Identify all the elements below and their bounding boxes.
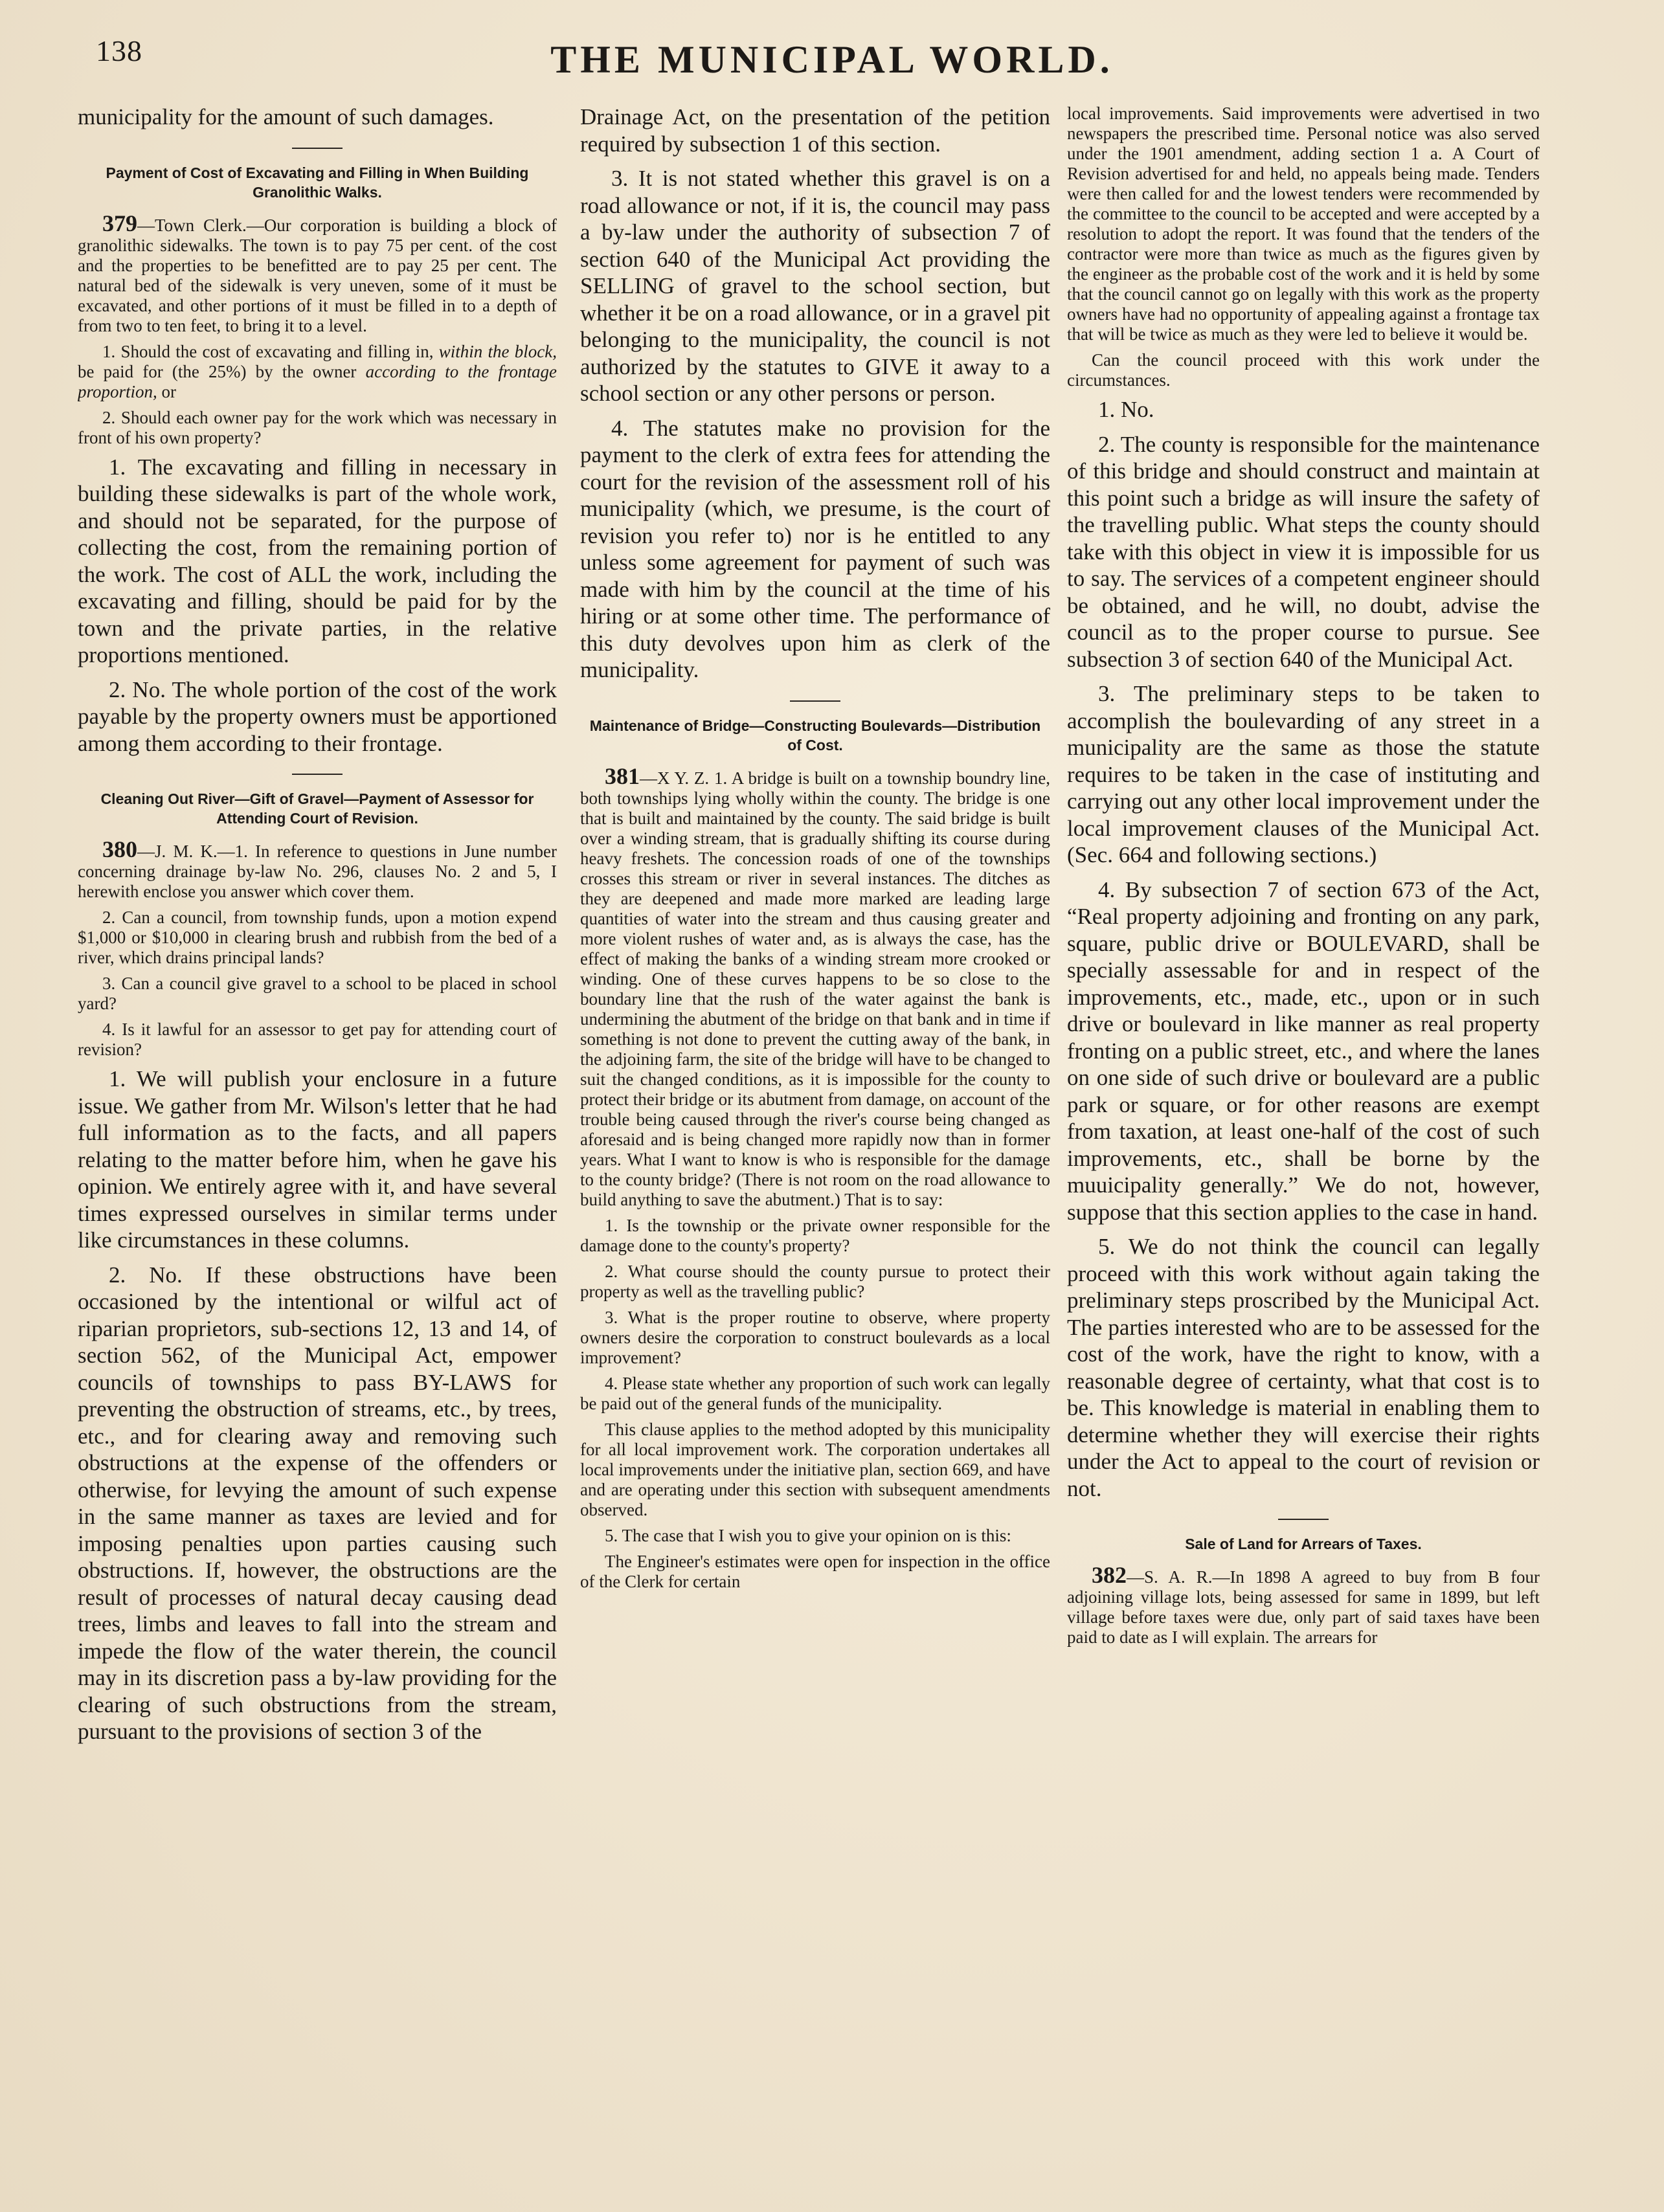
question-381-clause: This clause applies to the method adopted by this municipality for all local improvement work. The corporation undertakes all local improvements under the initiative plan, section 669, and have and are operating under this section with subsequent amendments observed. bbox=[580, 1419, 1050, 1519]
column-1 bbox=[78, 104, 557, 2201]
question-381-engineer: The Engineer's estimates were open for inspection in the office of the Clerk for certain bbox=[580, 1551, 1050, 1591]
question-381-5: 5. The case that I wish you to give your opinion on is this: bbox=[605, 1525, 1011, 1545]
paragraph: Drainage Act, on the presentation of the petition required by subsection 1 of this section. bbox=[580, 104, 1050, 157]
question-381-1: 1. Is the township or the private owner responsible for the damage done to the county's property? bbox=[580, 1215, 1050, 1255]
question-text: —S. A. R.—In 1898 A agreed to buy from B four adjoining village lots, being assessed for same in 1899, but left village before taxes were due, only part of said taxes have been paid to date as I will explain. The arrears for bbox=[1067, 1567, 1540, 1647]
question-number: 380 bbox=[102, 836, 137, 862]
text-run: be paid for (the 25%) by the owner bbox=[78, 361, 357, 381]
text-run-italic: according to the frontage proportion, bbox=[78, 361, 557, 401]
question-381-continued: local improvements. Said improvements were advertised in two newspapers the prescribed time. Personal notice was also served under the 1901 amendment, adding section 1 a. A Court of Revision advertised for and held, no appeals being made. Tenders were then called for and the lowest tenders were recommended by the committee to the council to be accepted and were accepted by a resolution to adopt the report. It was found that the tenders of the contractor were more than twice as much as the figures given by the engineer as the probable cost of the work and it is held by some that the council cannot go on legally with this work as the property owners have had no opportunity of appealing against a frontage tax that will be twice as much as they were led to believe it would be. bbox=[1067, 104, 1540, 344]
divider bbox=[292, 774, 343, 775]
answer-380-2: 2. No. If these obstructions have been occasioned by the intentional or wilful act of riparian proprietors, sub-sections 12, 13 and 14, of section 562, of the Municipal Act, empower councils of townships to pass BY-LAWS for preventing the obstruction of streams, etc., by trees, etc., and for clearing away and removing such obstructions at the expense of the offenders or otherwise, for levying the amount of such expense in the same manner as taxes are levied and for imposing penalties upon parties causing such obstructions. If, however, the obstructions are the result of processes of natural decay causing dead trees, limbs and leaves to fall into the stream and impede the flow of the water therein, the council may in its discretion pass a by-law providing for the clearing of such obstructions from the stream, pursuant to the provisions of section 3 of the bbox=[78, 1262, 557, 1744]
answer-381-3: 3. The preliminary steps to be taken to accomplish the boulevarding of any street in a municipality are the same as those the statute requires to be taken in the case of instituting and carrying out any other local improvement under the local improvement clauses of the Municipal Act. (Sec. 664 and following sections.) bbox=[1067, 681, 1540, 867]
question-number: 381 bbox=[605, 763, 640, 789]
question-text: —J. M. K.—1. In reference to questions in June number concerning drainage by-law No. 296, clauses No. 2 and 5, I herewith enclose you answer which cover them. bbox=[78, 842, 557, 901]
question-number: 382 bbox=[1092, 1562, 1127, 1588]
question-380 bbox=[78, 836, 557, 902]
question-381-4: 4. Please state whether any proportion of such work can legally be paid out of the general funds of the municipality. bbox=[580, 1373, 1050, 1413]
question-380-2: 2. Can a council, from township funds, upon a motion expend $1,000 or $10,000 in clearing brush and rubbish from the bed of a river, which drains principal lands? bbox=[78, 908, 557, 967]
paragraph: municipality for the amount of such damages. bbox=[78, 104, 494, 129]
section-heading-382: Sale of Land for Arrears of Taxes. bbox=[1185, 1536, 1422, 1552]
divider bbox=[1278, 1519, 1329, 1520]
question-text: —Town Clerk.—Our corporation is building a block of granolithic sidewalks. The town is to pay 75 per cent. of the cost and the properties to be benefitted are to pay 25 per cent. The natural bed of the sidewalk is very uneven, some of it must be excavated, and other portions of it must be filled in to a depth of from two to ten feet, to bring it to a level. bbox=[78, 215, 557, 335]
question-381 bbox=[580, 763, 1050, 1210]
question-379-1 bbox=[78, 342, 557, 402]
answer-381-1: 1. No. bbox=[1098, 397, 1154, 422]
text-run: or bbox=[161, 381, 177, 401]
section-heading-380: Cleaning Out River—Gift of Gravel—Payment of Assessor for Attending Court of Revision. bbox=[100, 790, 534, 827]
question-380-4: 4. Is it lawful for an assessor to get pay for attending court of revision? bbox=[78, 1020, 557, 1059]
question-382 bbox=[1067, 1562, 1540, 1648]
divider bbox=[292, 148, 343, 149]
answer-381-4: 4. By subsection 7 of section 673 of the Act, “Real property adjoining and fronting on any park, square, public drive or BOULEVARD, shall be specially assessable for and in respect of the improvements, etc., made, etc., upon or in such drive or boulevard in like manner as real property fronting on a public street, etc., and where the lanes on one side of such drive or boulevard are a public park or square, or for other reasons are exempt from taxation, at least one-half of the cost of such improvements, etc., shall be borne by the muuicipality generally.” We do not, however, suppose that this section applies to the case in hand. bbox=[1067, 877, 1540, 1225]
question-379-2: 2. Should each owner pay for the work which was necessary in front of his own property? bbox=[78, 407, 557, 447]
column-3 bbox=[1067, 104, 1540, 2201]
text-run: 1. Should the cost of excavating and filling in, bbox=[102, 341, 434, 361]
text-run-italic: within the block, bbox=[438, 341, 557, 361]
question-379 bbox=[78, 210, 557, 336]
page-number: 138 bbox=[96, 34, 142, 67]
answer-379-1: 1. The excavating and filling in necessary in building these sidewalks is part of the whole work, and should not be separated, for the purpose of collecting the cost, from the remaining portion of the work. The cost of ALL the work, including the excavating and filling, should be paid for by the town and the private parties, in the relative proportions mentioned. bbox=[78, 454, 557, 667]
column-2 bbox=[580, 104, 1050, 2201]
question-381-2: 2. What course should the county pursue to protect their property as well as the travelling public? bbox=[580, 1261, 1050, 1301]
answer-381-2: 2. The county is responsible for the maintenance of this bridge and should construct and maintain at this point such a bridge as will insure the safety of the travelling public. What steps the county should take with this object in view it is impossible for us to say. The services of a competent engineer should be obtained, and he will, no doubt, advise the council as to the proper course to pursue. See subsection 3 of section 640 of the Municipal Act. bbox=[1067, 431, 1540, 672]
answer-380-1: 1. We will publish your enclosure in a future issue. We gather from Mr. Wilson's letter that he had full information as to the facts, and all papers relating to the matter before him, when he gave his opinion. We entirely agree with it, and have several times expressed ourselves in similar terms under like circumstances in these columns. bbox=[78, 1066, 557, 1253]
question-text: —X Y. Z. 1. A bridge is built on a township boundry line, both townships lying wholly within the county. The bridge is one that is built and maintained by the county. The said bridge is built over a winding stream, that is gradually shifting its course during heavy freshets. The concession roads of one of the townships crosses this stream or river in several instances. The ditches as they are deepened and made more marked are leading large quantities of water into the stream and thus causing greater and more violent rushes of water and, as is always the case, has the effect of making the banks of a winding stream more crooked or winding. One of these curves happens to be so close to the boundary line that the rush of the water against the bank is undermining the abutment of the bridge on that bank and in time if something is not done to prevent the cutting away of the bank, in the adjoining farm, the site of the bridge will have to be changed to suit the changed conditions, as it is impossible for the county to protect their bridge or its abutment from damage, on account of the trouble being caused through the river's course being changed as aforesaid and is being changed more rapidly now than in former years. What I want to know is who is responsible for the damage to the county bridge? (There is not room on the road allowance to build anything to save the abutment.) That is to say: bbox=[580, 768, 1050, 1209]
question-381-last: Can the council proceed with this work under the circumstances. bbox=[1067, 350, 1540, 390]
answer-381-5: 5. We do not think the council can legally proceed with this work without again taking the preliminary steps proscribed by the Municipal Act. The parties interested who are to be assessed for the cost of the work, have the right to know, with a reasonable degree of certainty, what that cost is to be. This knowledge is material in enabling them to determine whether they will exercise their rights under the Act to appeal to the court of revision or not. bbox=[1067, 1234, 1540, 1501]
question-380-3: 3. Can a council give gravel to a school to be placed in school yard? bbox=[78, 974, 557, 1013]
question-381-3: 3. What is the proper routine to observe, where property owners desire the corporation to construct boulevards as a local improvement? bbox=[580, 1307, 1050, 1367]
page-title: THE MUNICIPAL WORLD. bbox=[550, 38, 1114, 81]
answer-380-3: 3. It is not stated whether this gravel is on a road allowance or not, if it is, the council may pass a by-law under the authority of subsection 7 of section 640 of the Municipal Act providing the SELLING of gravel to the school section, but whether it be on a road allowance, or in a gravel pit belonging to the municipality, the council is not authorized by the statutes to GIVE it away to a school section or any other persons or person. bbox=[580, 166, 1050, 406]
section-heading-381: Maintenance of Bridge—Constructing Boulevards—Distribution of Cost. bbox=[589, 717, 1041, 754]
section-heading-379: Payment of Cost of Excavating and Filling in When Building Granolithic Walks. bbox=[106, 164, 529, 201]
question-number: 379 bbox=[102, 210, 137, 236]
answer-380-4: 4. The statutes make no provision for the payment to the clerk of extra fees for attending the court for the revision of the assessment roll of his municipality (which, we presume, is the court of revision you refer to) nor is he entitled to any unless some agreement for payment of such was made with him by the council at the time of his hiring or at some other time. The performance of this duty devolves upon him as clerk of the municipality. bbox=[580, 415, 1050, 682]
answer-379-2: 2. No. The whole portion of the cost of the work payable by the property owners must be apportioned among them according to their frontage. bbox=[78, 676, 557, 756]
divider bbox=[790, 700, 840, 702]
